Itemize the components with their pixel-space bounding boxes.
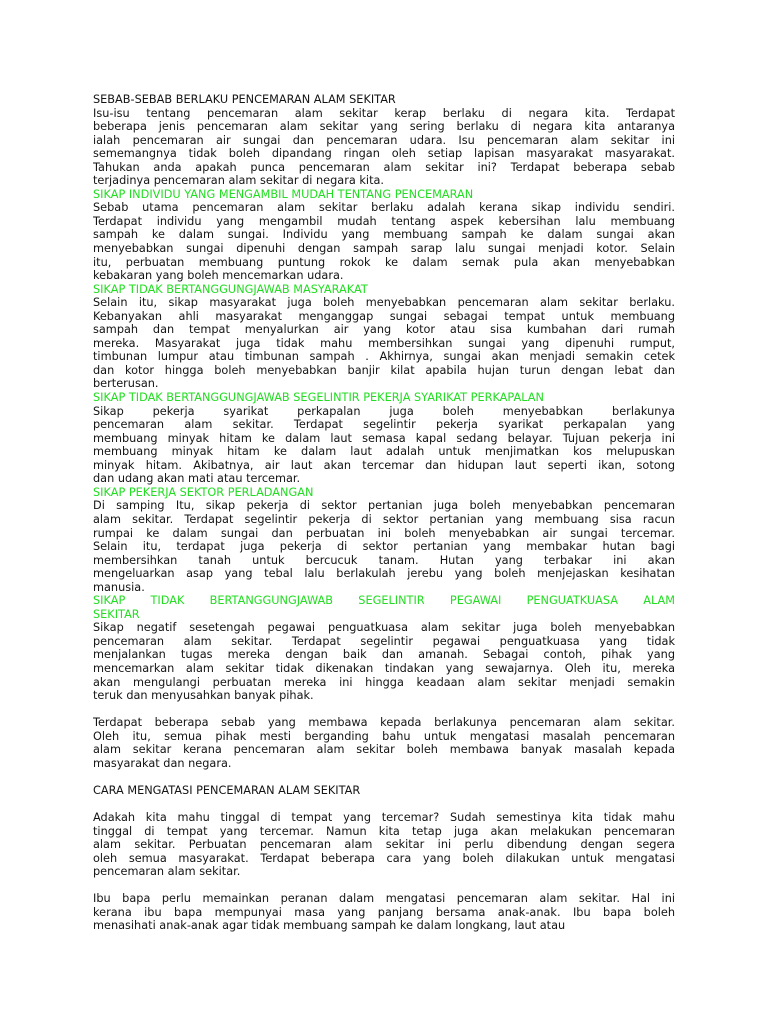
text-line: Sikap pekerja syarikat perkapalan juga boleh menyebabkan berlakunya: [93, 404, 675, 418]
paragraph: [93, 107, 675, 188]
text-line: membuang minyak hitam ke dalam laut semasa kapal sedang belayar. Tujuan pekerja ini: [93, 431, 675, 445]
section-heading: [93, 188, 675, 202]
text-line: tinggal di tempat yang tercemar. Namun kita tetap juga akan melakukan pencemaran: [93, 824, 675, 838]
heading-line: SIKAP TIDAK BERTANGGUNGJAWAB MASYARAKAT: [93, 282, 368, 296]
text-line: oleh semua masyarakat. Terdapat beberapa cara yang boleh dilakukan untuk mengatasi: [93, 851, 675, 865]
text-line: mengeluarkan asap yang tebal lalu berlakulah jerebu yang boleh menjejaskan kesihatan: [93, 567, 675, 581]
text-line: kebakaran yang boleh mencemarkan udara.: [93, 269, 344, 283]
text-line: mereka. Masyarakat juga tidak mahu membersihkan sungai yang dipenuhi rumput,: [93, 336, 675, 350]
text-line: dan udang akan mati atau tercemar.: [93, 472, 301, 486]
paragraph: [93, 296, 675, 391]
text-line: minyak hitam. Akibatnya, air laut akan tercemar dan hidupan laut seperti ikan, sotong: [93, 458, 675, 472]
section-heading: [93, 784, 675, 798]
text-line: membuang minyak hitam ke dalam laut adalah untuk menjimatkan kos melupuskan: [93, 445, 675, 459]
text-line: pencemaran alam sekitar. Terdapat segelintir pekerja syarikat perkapalan yang: [93, 418, 675, 432]
text-line: Ibu bapa perlu memainkan peranan dalam mengatasi pencemaran alam sekitar. Hal ini: [93, 892, 675, 906]
text-line: rumpai ke dalam sungai dan perbuatan ini boleh menyebabkan air sungai tercemar.: [93, 526, 675, 540]
text-line: Oleh itu, semua pihak mesti berganding bahu untuk mengatasi masalah pencemaran: [93, 729, 675, 743]
paragraph: [93, 499, 675, 594]
text-line: Terdapat beberapa sebab yang membawa kepada berlakunya pencemaran alam sekitar.: [93, 716, 675, 730]
text-line: Terdapat individu yang mengambil mudah tentang aspek kebersihan lalu membuang: [93, 214, 675, 228]
text-line: Isu-isu tentang pencemaran alam sekitar kerap berlaku di negara kita. Terdapat: [93, 106, 675, 120]
document-body: [93, 93, 675, 933]
text-line: Adakah kita mahu tinggal di tempat yang tercemar? Sudah semestinya kita tidak mahu: [93, 810, 675, 824]
section-heading: [93, 93, 675, 107]
text-line: mencemarkan alam sekitar tidak dikenakan tindakan yang sewajarnya. Oleh itu, mereka: [93, 661, 675, 675]
heading-line: SIKAP INDIVIDU YANG MENGAMBIL MUDAH TENTANG PENCEMARAN: [93, 187, 474, 201]
paragraph: [93, 892, 675, 933]
heading-line: CARA MENGATASI PENCEMARAN ALAM SEKITAR: [93, 783, 361, 797]
text-line: Sebab utama pencemaran alam sekitar berlaku adalah kerana sikap individu sendiri.: [93, 201, 675, 215]
heading-line: SIKAP TIDAK BERTANGGUNGJAWAB SEGELINTIR PEKERJA SYARIKAT PERKAPALAN: [93, 391, 544, 405]
text-line: alam sekitar kerana pencemaran alam sekitar boleh membawa banyak masalah kepada: [93, 743, 675, 757]
text-line: sampah ke dalam sungai. Individu yang membuang sampah ke dalam sungai akan: [93, 228, 675, 242]
text-line: Kebanyakan ahli masyarakat menganggap sungai sebagai tempat untuk membuang: [93, 309, 675, 323]
text-line: pencemaran alam sekitar. Terdapat segelintir pegawai penguatkuasa yang tidak: [93, 634, 675, 648]
paragraph: [93, 201, 675, 282]
paragraph: [93, 811, 675, 879]
text-line: terjadinya pencemaran alam sekitar di negara kita.: [93, 174, 385, 188]
heading-line: SIKAP PEKERJA SEKTOR PERLADANGAN: [93, 485, 314, 499]
text-line: timbunan lumpur atau timbunan sampah . Akhirnya, sungai akan menjadi semakin cetek: [93, 350, 675, 364]
section-heading: [93, 391, 675, 405]
text-line: menasihati anak-anak agar tidak membuang sampah ke dalam longkang, laut atau: [93, 919, 566, 933]
text-line: Selain itu, sikap masyarakat juga boleh menyebabkan pencemaran alam sekitar berlaku.: [93, 296, 675, 310]
blank-line: [93, 770, 675, 784]
heading-line: SIKAP TIDAK BERTANGGUNGJAWAB SEGELINTIR PEGAWAI PENGUATKUASA ALAM: [93, 594, 675, 608]
blank-line: [93, 879, 675, 893]
text-line: alam sekitar. Terdapat segelintir pekerja di sektor pertanian yang membuang sisa racun: [93, 512, 675, 526]
text-line: menjalankan tugas mereka dengan baik dan amanah. Sebagai contoh, pihak yang: [93, 648, 675, 662]
text-line: manusia.: [93, 580, 145, 594]
blank-line: [93, 703, 675, 717]
heading-line: SEBAB-SEBAB BERLAKU PENCEMARAN ALAM SEKITAR: [93, 93, 396, 106]
paragraph: [93, 621, 675, 702]
heading-line: SEKITAR: [93, 607, 140, 621]
text-line: menyebabkan sungai dipenuhi dengan sampah sarap lalu sungai menjadi kotor. Selain: [93, 242, 675, 256]
section-heading: [93, 594, 675, 621]
text-line: alam sekitar. Perbuatan pencemaran alam sekitar ini perlu dibendung dengan segera: [93, 838, 675, 852]
text-line: sememangnya tidak boleh dipandang ringan oleh setiap lapisan masyarakat masyarakat.: [93, 147, 675, 161]
text-line: membersihkan tanah untuk bercucuk tanam. Hutan yang terbakar ini akan: [93, 553, 675, 567]
text-line: masyarakat dan negara.: [93, 756, 232, 770]
paragraph: [93, 405, 675, 486]
section-heading: [93, 283, 675, 297]
text-line: itu, perbuatan membuang puntung rokok ke dalam semak pula akan menyebabkan: [93, 255, 675, 269]
text-line: berterusan.: [93, 377, 159, 391]
text-line: pencemaran alam sekitar.: [93, 865, 241, 879]
blank-line: [93, 797, 675, 811]
text-line: Di samping Itu, sikap pekerja di sektor pertanian juga boleh menyebabkan pencemaran: [93, 499, 675, 513]
text-line: Selain itu, terdapat juga pekerja di sektor pertanian yang membakar hutan bagi: [93, 540, 675, 554]
text-line: kerana ibu bapa mempunyai masa yang panjang bersama anak-anak. Ibu bapa boleh: [93, 905, 675, 919]
text-line: beberapa jenis pencemaran alam sekitar yang sering berlaku di negara kita antaranya: [93, 120, 675, 134]
text-line: Tahukan anda apakah punca pencemaran alam sekitar ini? Terdapat beberapa sebab: [93, 160, 675, 174]
text-line: dan kotor hingga boleh menyebabkan banjir kilat apabila hujan turun dengan lebat dan: [93, 363, 675, 377]
paragraph: [93, 716, 675, 770]
text-line: sampah dan tempat menyalurkan air yang kotor atau sisa kumbahan dari rumah: [93, 323, 675, 337]
section-heading: [93, 486, 675, 500]
text-line: teruk dan menyusahkan banyak pihak.: [93, 689, 314, 703]
text-line: akan mengulangi perbuatan mereka ini hingga keadaan alam sekitar menjadi semakin: [93, 675, 675, 689]
text-line: ialah pencemaran air sungai dan pencemaran udara. Isu pencemaran alam sekitar ini: [93, 133, 675, 147]
text-line: Sikap negatif sesetengah pegawai penguatkuasa alam sekitar juga boleh menyebabkan: [93, 621, 675, 635]
